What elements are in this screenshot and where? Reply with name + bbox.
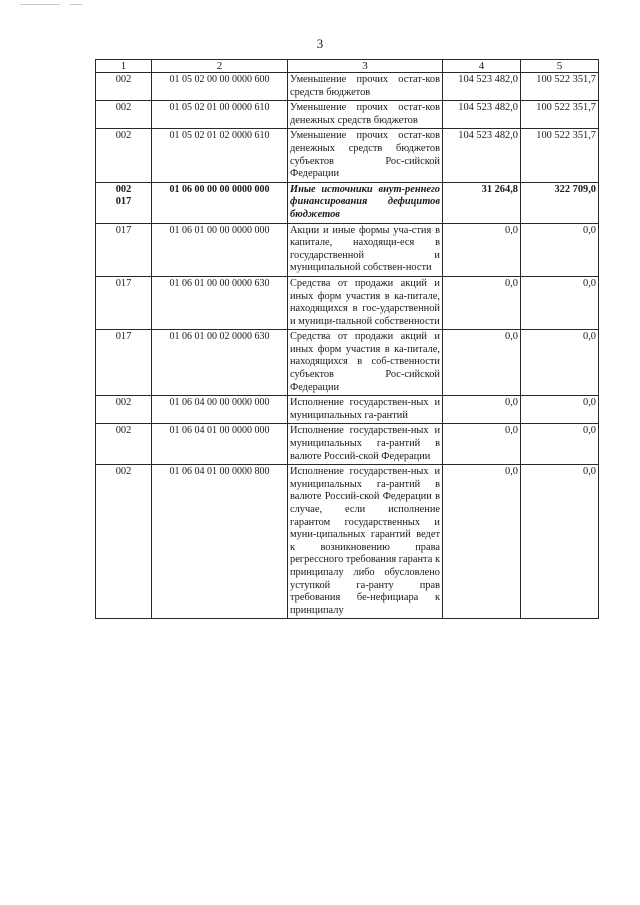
cell-amount-year-2: 0,0 bbox=[521, 424, 599, 465]
table-header-row bbox=[96, 60, 599, 73]
admin-code-line: 002 bbox=[115, 102, 132, 114]
cell-source-name: Иные источники внут-реннего финансирования дефицитов бюджетов bbox=[288, 182, 443, 223]
cell-amount-year-2: 100 522 351,7 bbox=[521, 101, 599, 129]
cell-classification-code: 01 05 02 01 00 0000 610 bbox=[152, 101, 288, 129]
cell-amount-year-2: 0,0 bbox=[521, 223, 599, 276]
cell-classification-code: 01 06 01 00 00 0000 000 bbox=[152, 223, 288, 276]
cell-classification-code: 01 06 04 00 00 0000 000 bbox=[152, 396, 288, 424]
admin-code-line: 017 bbox=[115, 224, 132, 236]
admin-code-line: 017 bbox=[115, 277, 132, 289]
cell-admin-code bbox=[96, 223, 152, 276]
admin-code-line: 002 bbox=[115, 74, 132, 85]
cell-source-name: Уменьшение прочих остат-ков денежных средств бюджетов субъектов Рос-сийской Федерации bbox=[288, 129, 443, 182]
table-body bbox=[96, 73, 599, 619]
cell-amount-year-1: 31 264,8 bbox=[443, 182, 521, 223]
cell-admin-code bbox=[96, 424, 152, 465]
cell-amount-year-2: 0,0 bbox=[521, 330, 599, 396]
cell-amount-year-2: 100 522 351,7 bbox=[521, 73, 599, 101]
cell-source-name: Исполнение государствен-ных и муниципальных га-рантий bbox=[288, 396, 443, 424]
cell-source-name: Исполнение государствен-ных и муниципальных га-рантий в валюте Россий-ской Федерации в случае, если исполнение гарантом государственных и муни-ципальных гарантий ведет к возникновению права регрессного требования гаранта к принципалу либо обусловлено уступкой га-ранту прав требования бе-нефициара к принципалу bbox=[288, 465, 443, 619]
column-header: 5 bbox=[521, 60, 599, 73]
cell-source-name: Исполнение государствен-ных и муниципальных га-рантий в валюте Россий-ской Федерации bbox=[288, 424, 443, 465]
cell-amount-year-2: 0,0 bbox=[521, 465, 599, 619]
column-header: 2 bbox=[152, 60, 288, 73]
cell-source-name: Средства от продажи акций и иных форм участия в ка-питале, находящихся в соб-ственности субъектов Рос-сийской Федерации bbox=[288, 330, 443, 396]
cell-amount-year-1: 0,0 bbox=[443, 330, 521, 396]
column-header: 3 bbox=[288, 60, 443, 73]
scan-edge-mark bbox=[20, 4, 60, 5]
admin-code-line: 002 bbox=[115, 130, 132, 142]
table-row bbox=[96, 129, 599, 182]
cell-amount-year-2: 100 522 351,7 bbox=[521, 129, 599, 182]
cell-amount-year-2: 322 709,0 bbox=[521, 182, 599, 223]
cell-admin-code bbox=[96, 182, 152, 223]
cell-amount-year-2: 0,0 bbox=[521, 396, 599, 424]
table-row bbox=[96, 276, 599, 329]
cell-amount-year-1: 104 523 482,0 bbox=[443, 73, 521, 101]
cell-admin-code bbox=[96, 330, 152, 396]
cell-source-name: Средства от продажи акций и иных форм участия в ка-питале, находящихся в гос-ударственной и муници-пальной собственности bbox=[288, 276, 443, 329]
cell-admin-code bbox=[96, 396, 152, 424]
cell-amount-year-1: 104 523 482,0 bbox=[443, 101, 521, 129]
cell-amount-year-1: 104 523 482,0 bbox=[443, 129, 521, 182]
admin-code-line: 002 bbox=[115, 425, 132, 437]
cell-amount-year-1: 0,0 bbox=[443, 223, 521, 276]
table-row bbox=[96, 465, 599, 619]
page-number: 3 bbox=[316, 36, 324, 51]
table-row bbox=[96, 330, 599, 396]
table-row bbox=[96, 223, 599, 276]
cell-admin-code bbox=[96, 465, 152, 619]
cell-amount-year-1: 0,0 bbox=[443, 396, 521, 424]
cell-admin-code bbox=[96, 101, 152, 129]
table-row bbox=[96, 101, 599, 129]
cell-source-name: Акции и иные формы уча-стия в капитале, находящи-еся в государственной и муниципальной собствен-ности bbox=[288, 223, 443, 276]
table-row bbox=[96, 396, 599, 424]
budget-sources-table bbox=[95, 59, 599, 619]
cell-classification-code: 01 06 01 00 02 0000 630 bbox=[152, 330, 288, 396]
cell-admin-code bbox=[96, 73, 152, 101]
cell-amount-year-1: 0,0 bbox=[443, 276, 521, 329]
cell-amount-year-1: 0,0 bbox=[443, 424, 521, 465]
cell-amount-year-2: 0,0 bbox=[521, 276, 599, 329]
table-row bbox=[96, 182, 599, 223]
cell-admin-code bbox=[96, 276, 152, 329]
cell-amount-year-1: 0,0 bbox=[443, 465, 521, 619]
cell-classification-code: 01 06 00 00 00 0000 000 bbox=[152, 182, 288, 223]
cell-classification-code: 01 05 02 00 00 0000 600 bbox=[152, 73, 288, 101]
admin-code-line: 002 bbox=[115, 466, 132, 478]
cell-classification-code: 01 06 04 01 00 0000 800 bbox=[152, 465, 288, 619]
admin-code-line: 002 bbox=[115, 183, 132, 195]
admin-code-line: 017 bbox=[115, 331, 132, 343]
admin-code-line: 017 bbox=[115, 196, 132, 208]
column-header: 1 bbox=[96, 60, 152, 73]
scan-edge-mark bbox=[70, 4, 82, 5]
column-header: 4 bbox=[443, 60, 521, 73]
table-row bbox=[96, 424, 599, 465]
cell-source-name: Уменьшение прочих остат-ков средств бюджетов bbox=[288, 73, 443, 101]
cell-classification-code: 01 06 04 01 00 0000 000 bbox=[152, 424, 288, 465]
admin-code-line: 002 bbox=[115, 397, 132, 409]
cell-source-name: Уменьшение прочих остат-ков денежных средств бюджетов bbox=[288, 101, 443, 129]
cell-classification-code: 01 05 02 01 02 0000 610 bbox=[152, 129, 288, 182]
table-row bbox=[96, 73, 599, 101]
cell-classification-code: 01 06 01 00 00 0000 630 bbox=[152, 276, 288, 329]
cell-admin-code bbox=[96, 129, 152, 182]
